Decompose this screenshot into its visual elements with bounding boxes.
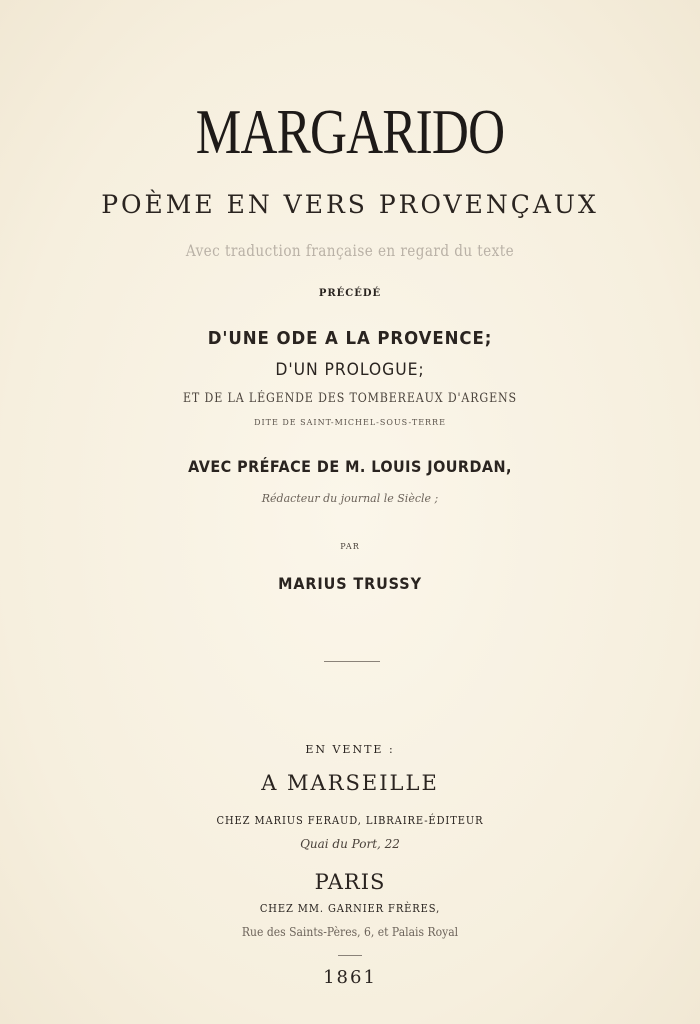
en-vente-label: EN VENTE : [305, 743, 395, 756]
translation-note: Avec traduction française en regard du texte [185, 241, 515, 260]
legend-line: ET DE LA LÉGENDE DES TOMBEREAUX D'ARGENS [183, 391, 517, 406]
prologue-line: D'UN PROLOGUE; [275, 360, 425, 380]
publisher-marseille: CHEZ MARIUS FERAUD, LIBRAIRE-ÉDITEUR [216, 814, 484, 827]
divider-rule [324, 661, 380, 662]
redacteur-line: Rédacteur du journal le Siècle ; [261, 492, 439, 505]
city-paris: PARIS [314, 870, 386, 894]
address-paris: Rue des Saints-Pères, 6, et Palais Royal [241, 925, 459, 939]
preface-line: AVEC PRÉFACE DE M. LOUIS JOURDAN, [188, 457, 512, 476]
book-subtitle: POÈME EN VERS PROVENÇAUX [101, 190, 599, 219]
ode-line: D'UNE ODE A LA PROVENCE; [207, 328, 493, 349]
par-label: PAR [340, 542, 360, 551]
dite-line: DITE DE SAINT-MICHEL-SOUS-TERRE [254, 418, 446, 427]
author-name: MARIUS TRUSSY [278, 574, 422, 593]
publication-year: 1861 [323, 967, 377, 988]
precede-label: PRÉCÉDÉ [318, 288, 382, 299]
book-title: MARGARIDO [195, 96, 505, 167]
address-marseille: Quai du Port, 22 [300, 837, 400, 851]
year-rule [338, 955, 362, 956]
city-marseille: A MARSEILLE [261, 771, 439, 795]
publisher-paris: CHEZ MM. GARNIER FRÈRES, [259, 902, 441, 915]
